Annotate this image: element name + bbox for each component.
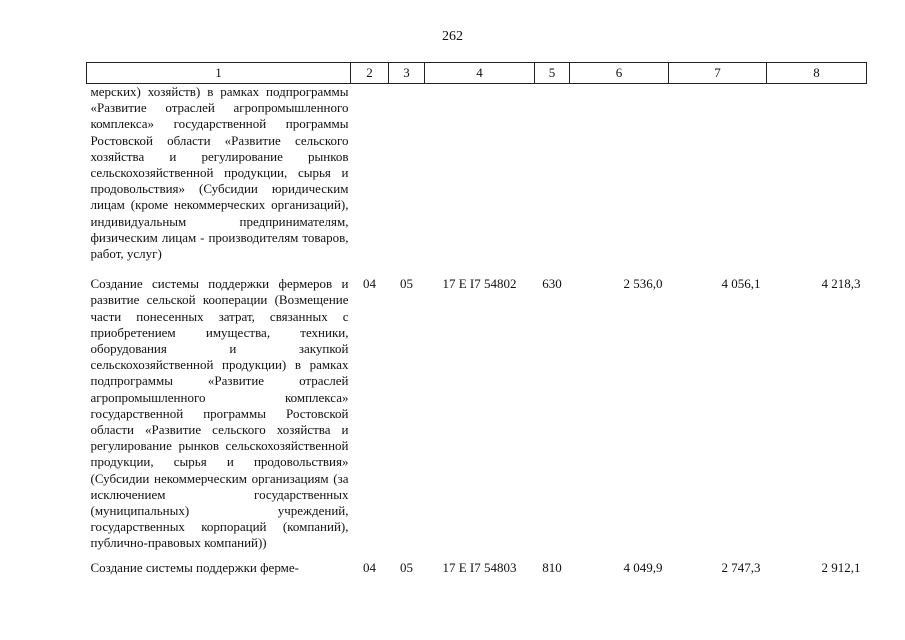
- column-header-7: 7: [669, 63, 767, 84]
- cell-amount-3: 2 912,1: [821, 559, 861, 575]
- table-row: [87, 552, 867, 576]
- cell-amount-1: 4 049,9: [623, 559, 663, 575]
- column-header-6: 6: [570, 63, 669, 84]
- cell-expense-type: 810: [542, 559, 562, 575]
- cell-section: 04: [363, 276, 376, 292]
- cell-subsection: 05: [400, 559, 413, 575]
- cell-subsection: [389, 84, 425, 263]
- column-header-5: 5: [535, 63, 570, 84]
- row-description: Создание системы поддержки фермеров и развитие сельской кооперации (Возмещение части понесенных затрат, связанных с приобретением имущества, техники, оборудования и закупкой сельскохозяйственной продукции) в рамках подпрограммы «Развитие отраслей агропромышленного комплекса» государственной программы Ростовской области «Развитие сельского хозяйства и регулирование рынков сельскохозяйственной продукции, сырья и продовольствия» (Субсидии некоммерческим организациям (за исключением государственных (муниципальных) учреждений, государственных корпораций (компаний), публично-правовых компаний)): [90, 276, 349, 551]
- cell-target-article: 17 Е I7 54802: [442, 276, 517, 292]
- cell-target-article: [425, 84, 535, 263]
- cell-expense-type: [535, 84, 570, 263]
- column-header-1: 1: [87, 63, 351, 84]
- cell-amount-2: 4 056,1: [721, 276, 761, 292]
- cell-amount-1: 2 536,0: [623, 276, 663, 292]
- cell-amount-3: 4 218,3: [821, 276, 861, 292]
- column-header-3: 3: [389, 63, 425, 84]
- column-header-2: 2: [351, 63, 389, 84]
- row-description: мерских) хозяйств) в рамках подпрограммы «Развитие отраслей агропромышленного комплекса» государственной программы Ростовской области «Развитие сельского хозяйства и регулирование рынков сельскохозяйственной продукции, сырья и продовольствия» (Субсидии юридическим лицам (кроме некоммерческих организаций), индивидуальным предпринимателям, физическим лицам - производителям товаров, работ, услуг): [90, 84, 349, 262]
- row-description: Создание системы поддержки ферме-: [90, 559, 299, 575]
- cell-section: [351, 84, 389, 263]
- page-number: 262: [442, 29, 463, 44]
- table-row: [87, 84, 867, 263]
- cell-amount-3: [767, 84, 867, 263]
- cell-section: 04: [363, 559, 376, 575]
- cell-amount-2: 2 747,3: [721, 559, 761, 575]
- budget-table: [86, 62, 867, 576]
- cell-amount-1: [570, 84, 669, 263]
- cell-subsection: 05: [400, 276, 413, 292]
- column-header-8: 8: [767, 63, 867, 84]
- column-header-4: 4: [425, 63, 535, 84]
- cell-target-article: 17 Е I7 54803: [442, 559, 517, 575]
- column-number-row: [87, 63, 867, 84]
- cell-amount-2: [669, 84, 767, 263]
- table-row: [87, 262, 867, 551]
- cell-expense-type: 630: [542, 276, 562, 292]
